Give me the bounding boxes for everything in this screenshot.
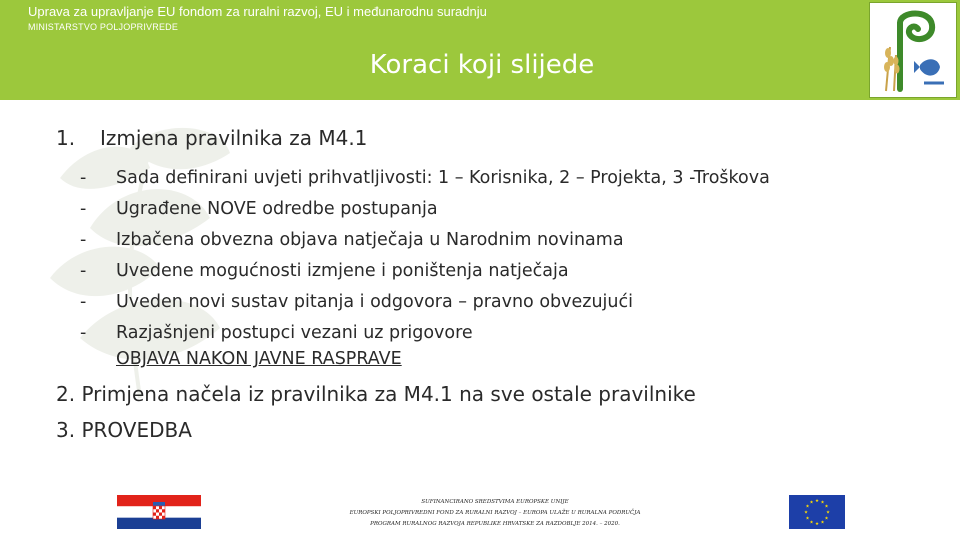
list-item	[80, 163, 770, 194]
item-2: 2. Primjena načela iz pravilnika za M4.1 na sve ostale pravilnike	[56, 382, 696, 406]
item-3: 3. PROVEDBA	[56, 418, 192, 442]
bullet-dash: -	[80, 168, 87, 188]
list-item	[80, 194, 770, 225]
item-1	[56, 126, 367, 150]
bullet-text: Sada definirani uvjeti prihvatljivosti: 1 – Korisnika, 2 – Projekta, 3 -Troškova	[116, 168, 770, 188]
svg-text:★: ★	[814, 522, 820, 527]
bullet-dash: -	[80, 199, 87, 219]
item-1-text: Izmjena pravilnika za M4.1	[100, 126, 368, 150]
bullet-list	[80, 163, 770, 349]
bullet-text: Uvedene mogućnosti izmjene i poništenja natječaja	[116, 261, 569, 281]
list-item	[80, 318, 770, 349]
svg-text:★: ★	[814, 499, 820, 504]
svg-text:★: ★	[805, 504, 810, 510]
svg-text:★: ★	[824, 516, 829, 522]
footer-line: EUROPSKI POLJOPRIVREDNI FOND ZA RURALNI RAZVOJ – EUROPA ULAŽE U RURALNA PODRUČJA	[349, 510, 641, 516]
bullet-dash: -	[80, 292, 87, 312]
list-item	[80, 256, 770, 287]
bullet-dash: -	[80, 230, 87, 250]
svg-text:★: ★	[809, 520, 814, 526]
list-item	[80, 287, 770, 318]
slide-title: Koraci koji slijede	[369, 50, 595, 80]
footer-cofinancing-text	[290, 497, 700, 530]
bullet-dash: -	[80, 323, 87, 343]
list-item	[80, 225, 770, 256]
footer-line: SUFINANCIRANO SREDSTVIMA EUROPSKE UNIJE	[421, 499, 569, 505]
bullet-text: Razjašnjeni postupci vezani uz prigovore	[116, 323, 473, 343]
bullet-text: Ugrađene NOVE odredbe postupanja	[116, 199, 438, 219]
eu-flag-icon	[789, 495, 845, 529]
svg-text:★: ★	[820, 520, 825, 526]
bullet-dash: -	[80, 261, 87, 281]
item-1-number: 1.	[56, 126, 76, 150]
svg-text:★: ★	[824, 504, 829, 510]
svg-text:★: ★	[809, 500, 814, 506]
svg-text:★: ★	[805, 516, 810, 522]
svg-text:★: ★	[820, 500, 825, 506]
footer-line: PROGRAM RURALNOG RAZVOJA REPUBLIKE HRVATSKE ZA RAZDOBLJE 2014. – 2020.	[370, 521, 620, 527]
bullet-text: Izbačena obvezna objava natječaja u Narodnim novinama	[116, 230, 624, 250]
croatian-flag-icon	[117, 495, 201, 529]
org-title: Uprava za upravljanje EU fondom za ruralni razvoj, EU i međunarodnu suradnju	[28, 4, 487, 19]
svg-text:★: ★	[825, 510, 831, 516]
public-consultation-note: OBJAVA NAKON JAVNE RASPRAVE	[116, 349, 402, 369]
bullet-text: Uveden novi sustav pitanja i odgovora – pravno obvezujući	[116, 292, 633, 312]
org-subtitle: MINISTARSTVO POLJOPRIVREDE	[28, 22, 179, 32]
svg-text:★: ★	[803, 510, 809, 516]
